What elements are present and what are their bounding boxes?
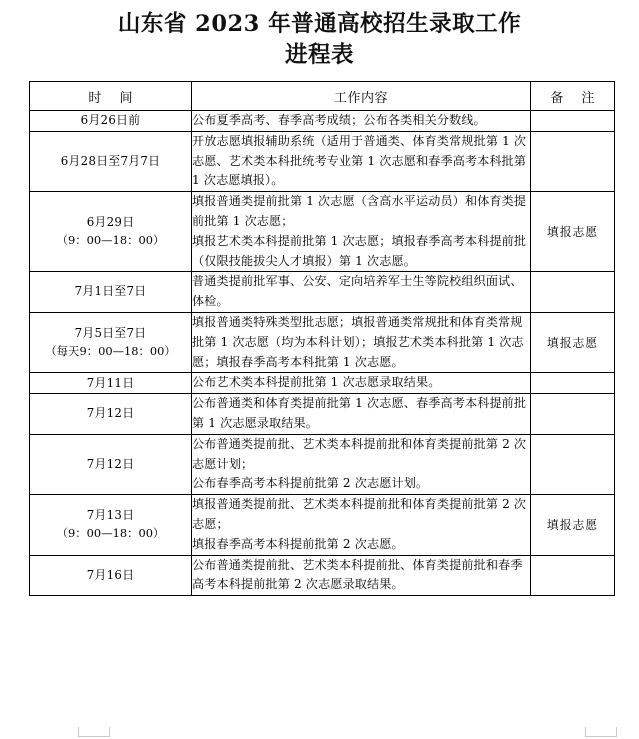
column-header-work: 工作内容: [192, 82, 531, 111]
time-sub: （每天9：00—18：00）: [45, 343, 176, 358]
page-title-line-1: 山东省 2023 年普通高校招生录取工作: [117, 11, 522, 37]
cell-note: [531, 434, 615, 494]
cell-work-content: [192, 111, 531, 132]
cell-work-content: [192, 555, 531, 596]
work-paragraph: 公布夏季高考、春季高考成绩；公布各类相关分数线。: [192, 113, 486, 127]
time-main: 7月13日: [86, 508, 135, 523]
work-paragraph: 填报艺术类本科提前批第 1 次志愿；填报春季高考本科提前批（仅限技能拔尖人才填报）第 1 次志愿。: [192, 233, 527, 268]
work-paragraph: 开放志愿填报辅助系统（适用于普通类、体育类常规批第 1 次志愿、艺术类本科批统考专业第 1 次志愿和春季高考本科批第 1 次志愿填报）。: [192, 133, 527, 188]
time-main: 7月1日至7日: [74, 284, 147, 299]
cell-time: [30, 394, 192, 435]
page-crop-mark-right: [585, 727, 617, 737]
work-paragraph: 填报春季高考本科提前批第 2 次志愿。: [192, 536, 404, 551]
cell-time: [30, 312, 192, 372]
column-header-note: 备 注: [531, 82, 615, 111]
time-main: 7月12日: [86, 406, 135, 421]
cell-work-content: [192, 312, 531, 372]
table-row: [30, 555, 615, 596]
time-main: 7月11日: [86, 375, 135, 390]
page-title-line-2: 进程表: [284, 42, 354, 68]
cell-work-content: [192, 394, 531, 435]
cell-note: [531, 394, 615, 435]
table-row: [30, 272, 615, 313]
cell-note: [531, 555, 615, 596]
table-row: [30, 495, 615, 555]
time-sub: （9：00—18：00）: [56, 232, 165, 247]
cell-time: [30, 272, 192, 313]
schedule-table: [29, 81, 615, 596]
work-paragraph: 公布普通类提前批、艺术类本科提前批、体育类提前批和春季高考本科提前批第 2 次志愿录取结果。: [192, 557, 523, 592]
cell-time: [30, 131, 192, 191]
page-title: [85, 0, 555, 71]
work-paragraph: 填报普通类特殊类型批志愿；填报普通类常规批和体育类常规批第 1 次志愿（均为本科计划）；填报艺术类本科批第 1 次志愿；填报春季高考本科批第 1 次志愿。: [192, 314, 524, 369]
time-main: 6月26日前: [80, 113, 141, 128]
table-row: [30, 434, 615, 494]
cell-note: [531, 272, 615, 313]
cell-time: [30, 555, 192, 596]
cell-note: [531, 111, 615, 132]
cell-note: [531, 131, 615, 191]
schedule-table-wrapper: [29, 81, 614, 596]
table-row: [30, 373, 615, 394]
cell-time: [30, 495, 192, 555]
work-paragraph: 填报普通类提前批、艺术类本科提前批和体育类提前批第 2 次志愿；: [192, 497, 527, 531]
work-paragraph: 公布普通类和体育类提前批第 1 次志愿、春季高考本科提前批第 1 次志愿录取结果。: [192, 396, 527, 430]
cell-time: [30, 373, 192, 394]
schedule-table-body: [30, 111, 615, 596]
work-paragraph: 公布普通类提前批、艺术类本科提前批和体育类提前批第 2 次志愿计划；: [192, 436, 527, 471]
cell-time: [30, 434, 192, 494]
cell-work-content: [192, 373, 531, 394]
cell-time: [30, 192, 192, 272]
cell-note: 填报志愿: [531, 312, 615, 372]
cell-work-content: [192, 495, 531, 555]
work-paragraph: 公布艺术类本科提前批第 1 次志愿录取结果。: [192, 375, 441, 390]
table-row: [30, 312, 615, 372]
table-row: [30, 394, 615, 435]
time-main: 7月12日: [86, 456, 135, 471]
cell-work-content: [192, 192, 531, 272]
cell-time: [30, 111, 192, 132]
work-paragraph: 填报普通类提前批第 1 次志愿（含高水平运动员）和体育类提前批第 1 次志愿；: [192, 194, 527, 228]
table-row: [30, 111, 615, 132]
time-main: 7月5日至7日: [74, 326, 147, 341]
time-main: 6月29日: [86, 215, 135, 230]
cell-note: [531, 373, 615, 394]
cell-note: 填报志愿: [531, 192, 615, 272]
work-paragraph: 公布春季高考本科提前批第 2 次志愿计划。: [192, 476, 429, 491]
cell-work-content: [192, 131, 531, 191]
cell-note: 填报志愿: [531, 495, 615, 555]
cell-work-content: [192, 272, 531, 313]
time-main: 6月28日至7月7日: [60, 153, 161, 168]
table-row: [30, 192, 615, 272]
table-row: [30, 131, 615, 191]
column-header-time: 时 间: [30, 82, 192, 111]
table-header-row: [30, 82, 615, 111]
page-crop-mark-left: [78, 727, 110, 737]
time-main: 7月16日: [86, 567, 135, 582]
cell-work-content: [192, 434, 531, 494]
work-paragraph: 普通类提前批军事、公安、定向培养军士生等院校组织面试、体检。: [192, 274, 523, 309]
time-sub: （9：00—18：00）: [56, 525, 165, 540]
